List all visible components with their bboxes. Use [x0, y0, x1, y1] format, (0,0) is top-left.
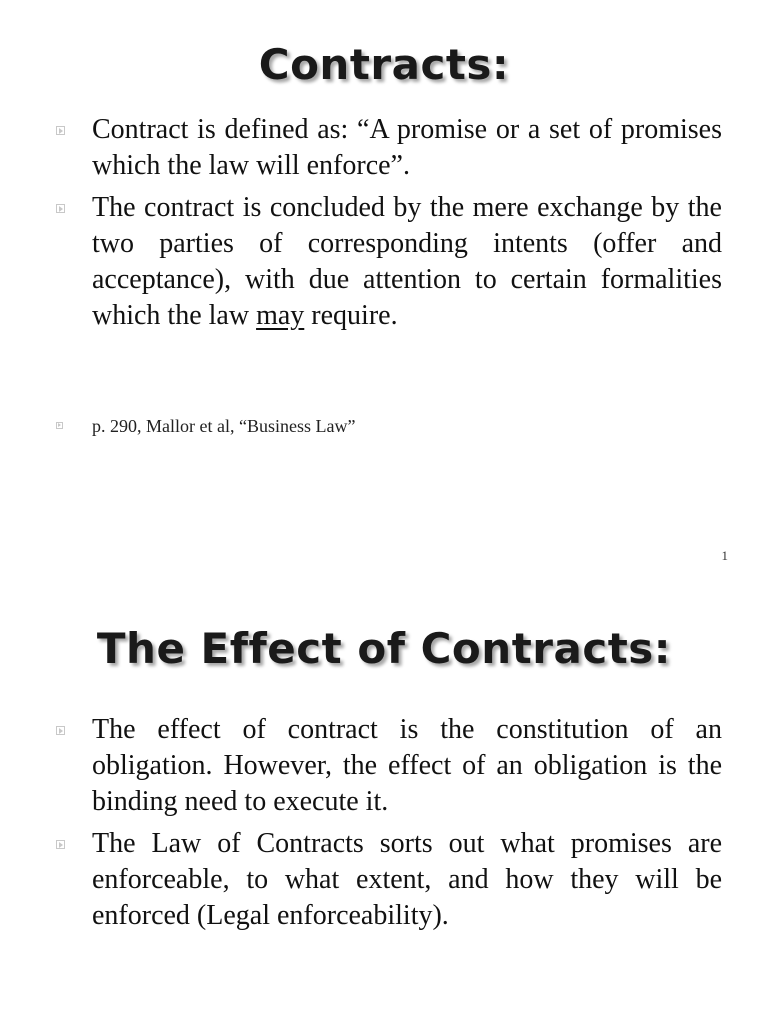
square-arrow-bullet-icon	[56, 126, 65, 135]
bullet-law-of-contracts	[56, 826, 722, 934]
reference-text: p. 290, Mallor et al, “Business Law”	[92, 416, 356, 436]
bullet-effect-of-contract	[56, 712, 722, 820]
square-arrow-bullet-icon	[56, 840, 65, 849]
bullet-text: Contract is defined as: “A promise or a set of promises which the law will enforce”.	[92, 114, 722, 181]
square-arrow-bullet-icon	[56, 204, 65, 213]
source-reference	[56, 414, 758, 438]
bullet-contract-concluded	[56, 190, 722, 334]
bullet-list	[56, 112, 722, 340]
bullet-text: The effect of contract is the constitution of an obligation. However, the effect of an obligation is the binding need to execute it.	[92, 714, 722, 817]
bullet-text: The contract is concluded by the mere exchange by the two parties of corresponding intents (offer and acceptance), with due attention to certain formalities which the law	[92, 192, 722, 331]
bullet-list	[56, 712, 722, 940]
slide-title: Contracts:	[258, 40, 510, 89]
square-arrow-bullet-icon	[56, 422, 63, 429]
page-number: 1	[721, 548, 728, 563]
bullet-text: The Law of Contracts sorts out what promises are enforceable, to what extent, and how they will be enforced (Legal enforceability).	[92, 828, 722, 931]
square-arrow-bullet-icon	[56, 726, 65, 735]
slide-effect-of-contracts	[0, 600, 768, 1024]
slide-title: The Effect of Contracts:	[96, 624, 672, 673]
underlined-word: may	[256, 300, 305, 331]
bullet-contract-definition	[56, 112, 722, 184]
bullet-text-end: require.	[304, 300, 398, 331]
